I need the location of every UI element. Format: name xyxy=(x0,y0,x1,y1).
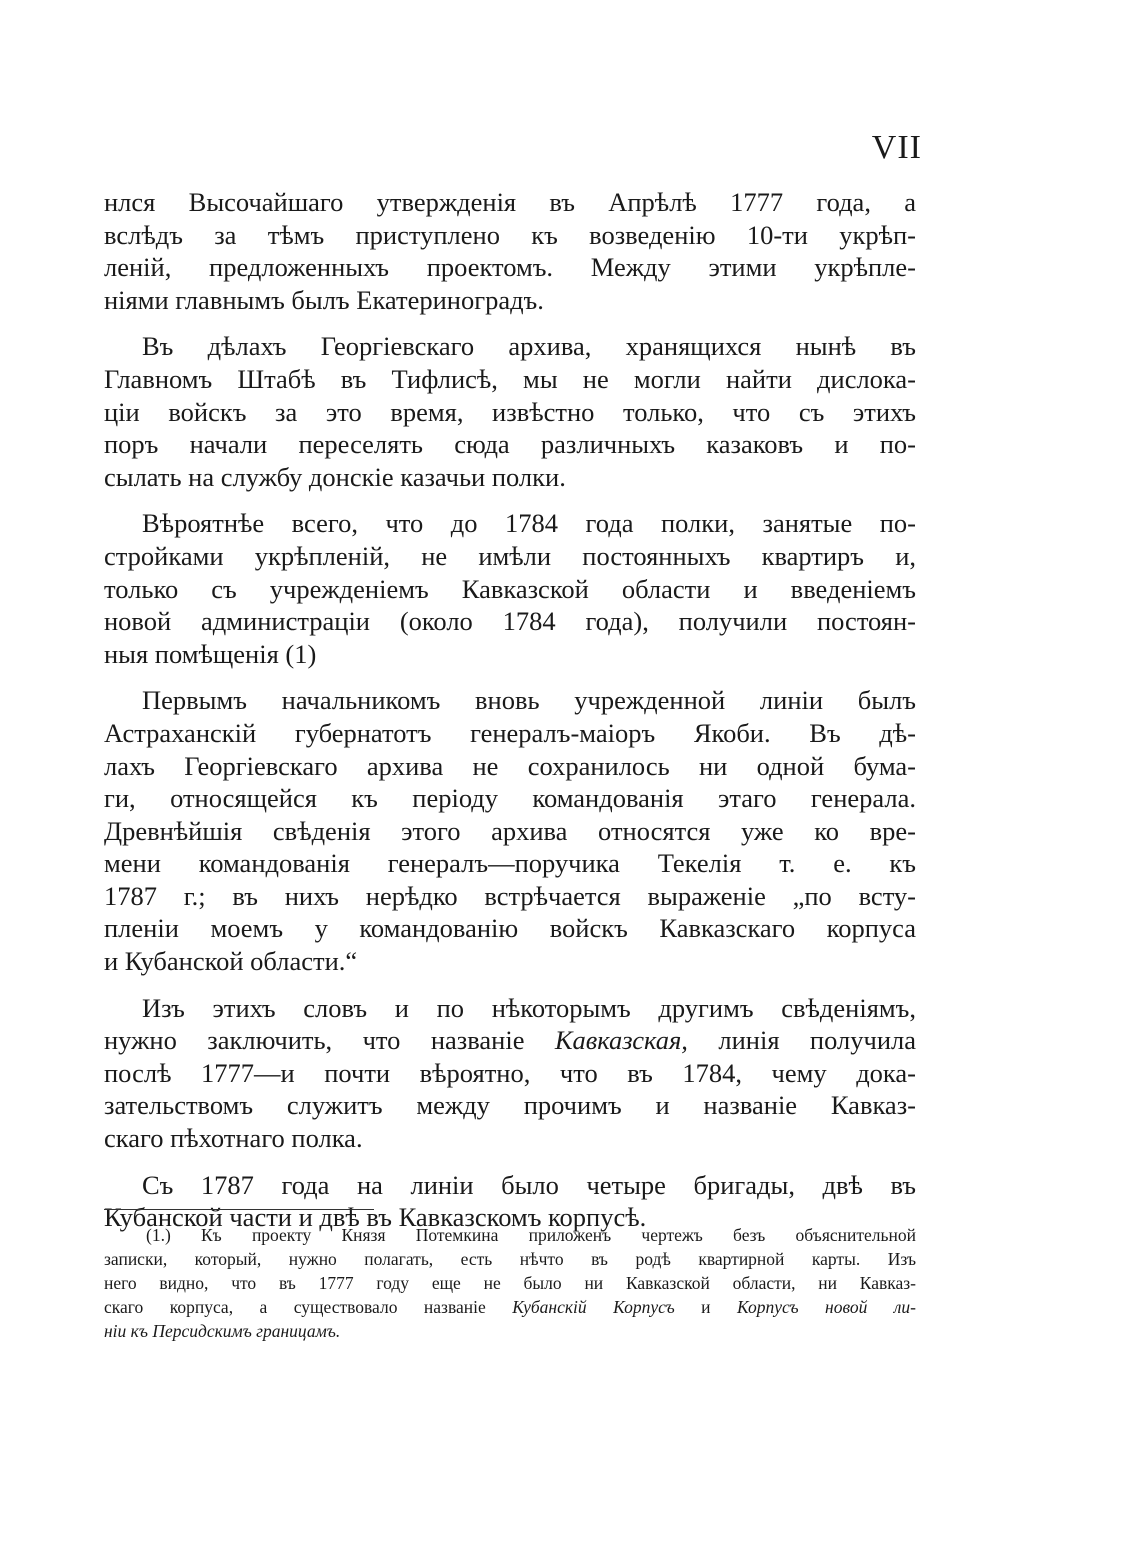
text-line: зательствомъ служитъ между прочимъ и названіе Кавказ- xyxy=(104,1090,916,1121)
italic-term: ніи къ Персидскимъ границамъ. xyxy=(104,1321,341,1341)
paragraph-4 xyxy=(104,684,916,977)
text-line: скаго пѣхотнаго полка. xyxy=(104,1123,363,1154)
text-line: новой администраціи (около 1784 года), получили постоян- xyxy=(104,606,916,637)
text-line: Въ дѣлахъ Георгіевскаго архива, хранящихся нынѣ въ xyxy=(142,331,916,362)
footnote-line xyxy=(104,1319,916,1343)
footnote-line: него видно, что въ 1777 году еще не было ни Кавказской области, ни Кавказ- xyxy=(104,1273,916,1293)
page-number: VII xyxy=(871,129,922,166)
text-line: поръ начали переселять сюда различныхъ казаковъ и по- xyxy=(104,429,916,460)
text-line: и Кубанской области.“ xyxy=(104,946,358,977)
text-line: стройками укрѣпленій, не имѣли постоянныхъ квартиръ и, xyxy=(104,540,916,571)
text-line: ги, относящейся къ періоду командованія этаго генерала. xyxy=(104,783,916,814)
paragraph-5 xyxy=(104,992,916,1155)
paragraph-3 xyxy=(104,507,916,670)
text-line: пленіи моемъ у командованію войскъ Кавказскаго корпуса xyxy=(104,913,916,944)
text-segment: линія получила xyxy=(687,1025,916,1056)
italic-term: Кубанскій Корпусъ xyxy=(512,1297,675,1317)
text-line: Астраханскій губернатотъ генералъ-маіоръ Якоби. Въ дѣ- xyxy=(104,717,916,748)
text-line: нлся Высочайшаго утвержденія въ Апрѣлѣ 1777 года, а xyxy=(104,187,916,217)
text-line: ніями главнымъ былъ Екатериноградъ. xyxy=(104,284,544,315)
text-line: ныя помѣщенія (1) xyxy=(104,638,317,669)
footnote-line: (1.) Къ проекту Князя Потемкина приложенъ чертежъ безъ объяснительной xyxy=(146,1225,916,1245)
italic-term: Корпусъ новой ли- xyxy=(736,1297,916,1317)
text-segment: скаго корпуса, а существовало названіе xyxy=(104,1297,513,1317)
paragraph-1 xyxy=(104,186,916,316)
footnote-line: записки, который, нужно полагать, есть нѣчто въ родѣ квартирной карты. Изъ xyxy=(104,1249,916,1269)
text-line: лахъ Георгіевскаго архива не сохранилось ни одной бума- xyxy=(104,750,916,781)
text-line: Кубанской части и двѣ въ Кавказскомъ корпусѣ. xyxy=(104,1202,647,1233)
text-line: Съ 1787 года на линіи было четыре бригады, двѣ въ xyxy=(142,1169,916,1200)
text-line: Вѣроятнѣе всего, что до 1784 года полки, занятые по- xyxy=(142,508,916,539)
text-line: Древнѣйшія свѣденія этого архива относятся уже ко вре- xyxy=(104,815,916,846)
text-line: вслѣдъ за тѣмъ приступлено къ возведенію 10-ти укрѣп- xyxy=(104,219,916,250)
text-line: Главномъ Штабѣ въ Тифлисѣ, мы не могли найти дислока- xyxy=(104,363,916,394)
text-line: Изъ этихъ словъ и по нѣкоторымъ другимъ свѣденіямъ, xyxy=(142,992,916,1023)
text-line: мени командованія генералъ—поручика Текелія т. е. къ xyxy=(104,848,916,879)
footnote-line xyxy=(104,1295,916,1319)
footnote xyxy=(104,1223,916,1343)
text-segment: нужно заключить, что названіе xyxy=(104,1025,555,1056)
text-line: послѣ 1777—и почти вѣроятно, что въ 1784, чему дока- xyxy=(104,1057,916,1088)
text-line: Первымъ начальникомъ вновь учрежденной линіи былъ xyxy=(142,685,916,716)
italic-term: Кавказская, xyxy=(554,1025,688,1056)
text-segment: и xyxy=(674,1297,737,1317)
text-line xyxy=(104,1024,916,1057)
text-line: 1787 г.; въ нихъ нерѣдко встрѣчается выраженіе „по всту- xyxy=(104,880,916,911)
text-line: только съ учрежденіемъ Кавказской области и введеніемъ xyxy=(104,573,916,604)
footnote-divider xyxy=(104,1209,374,1210)
text-line: сылать на службу донскіе казачьи полки. xyxy=(104,461,566,492)
text-line: леній, предложенныхъ проектомъ. Между этими укрѣпле- xyxy=(104,252,916,283)
text-line: ціи войскъ за это время, извѣстно только, что съ этихъ xyxy=(104,396,916,427)
paragraph-2 xyxy=(104,330,916,493)
body-text xyxy=(104,186,916,1248)
